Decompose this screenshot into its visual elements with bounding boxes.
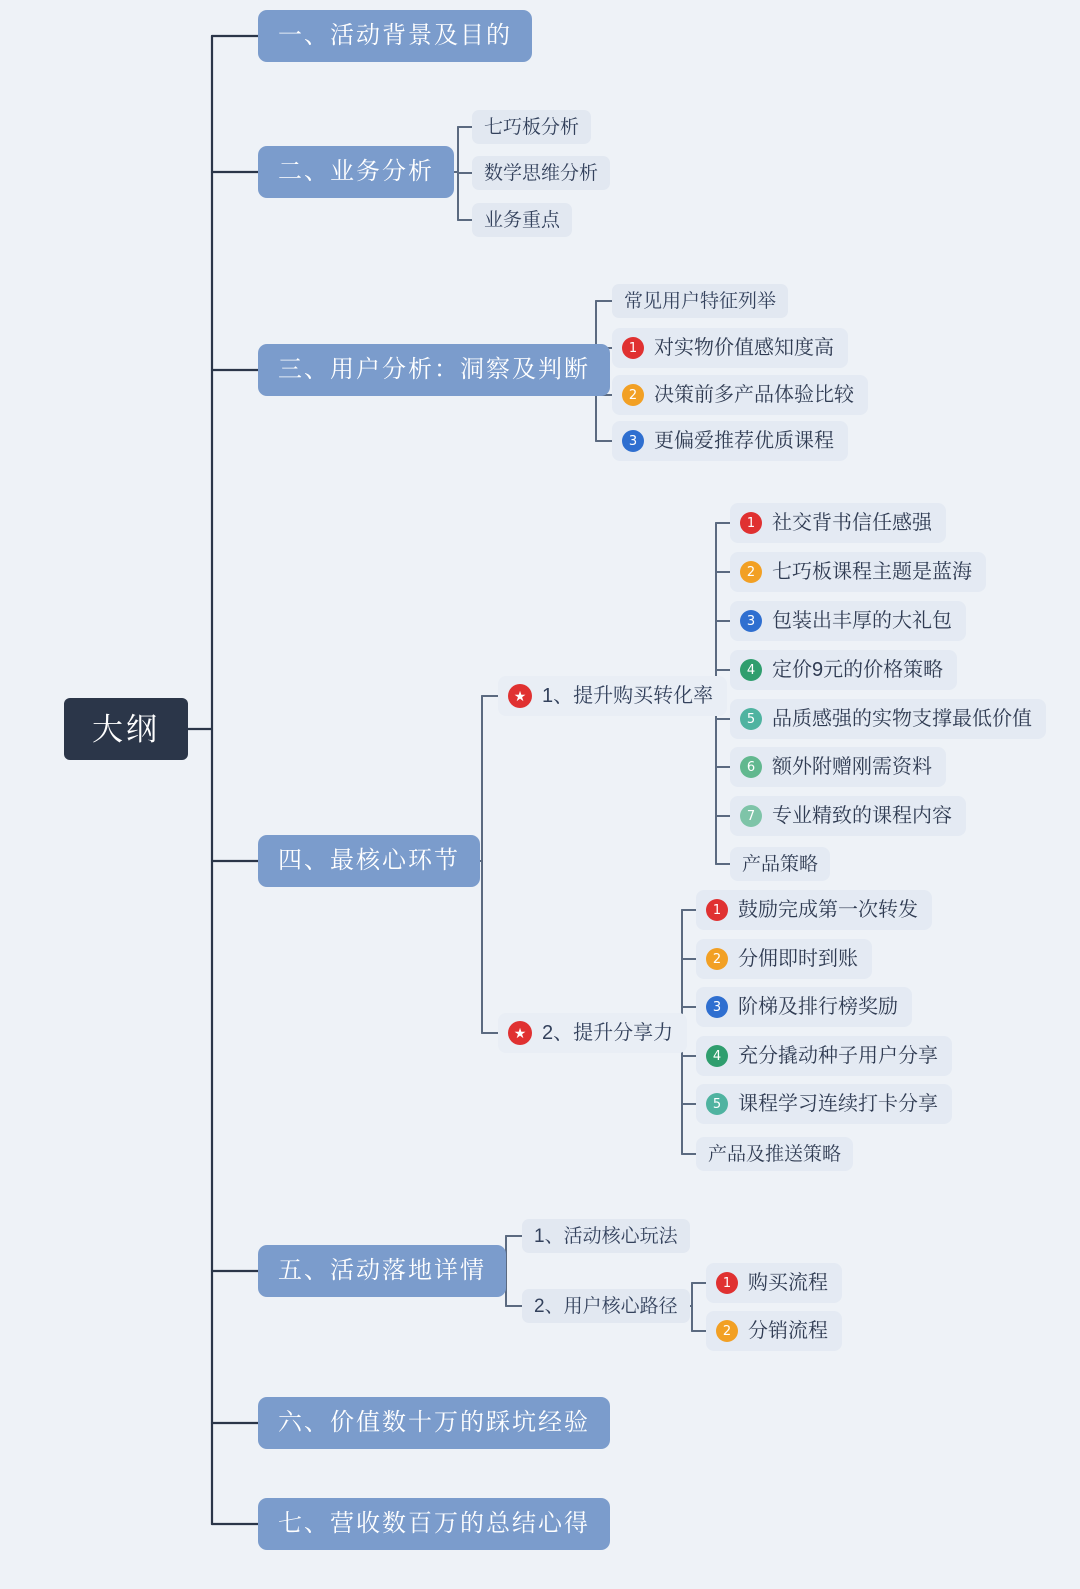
number-badge: 2: [706, 948, 728, 970]
number-badge: 7: [740, 805, 762, 827]
branch-node-3[interactable]: [258, 344, 610, 396]
item-label: 品质感强的实物支撑最低价值: [772, 708, 1032, 730]
number-badge: 5: [740, 708, 762, 730]
group-node-sharing-power[interactable]: [498, 1013, 687, 1053]
list-item[interactable]: [696, 987, 912, 1027]
item-label: 产品策略: [742, 853, 819, 875]
number-badge: 4: [706, 1045, 728, 1067]
list-item[interactable]: [730, 503, 946, 543]
number-badge: 3: [622, 430, 644, 452]
item-label: 2、用户核心路径: [534, 1295, 678, 1317]
item-label: 包装出丰厚的大礼包: [772, 610, 952, 632]
root-label: 大纲: [92, 711, 160, 747]
branch-label: 六、价值数十万的踩坑经验: [278, 1409, 590, 1436]
branch-label: 一、活动背景及目的: [278, 22, 512, 49]
branch-node-4[interactable]: [258, 835, 480, 887]
list-item[interactable]: [612, 284, 788, 318]
group-node-purchase-conversion[interactable]: [498, 676, 727, 716]
branch-node-5[interactable]: [258, 1245, 506, 1297]
item-label: 鼓励完成第一次转发: [738, 899, 918, 921]
list-item[interactable]: [522, 1289, 690, 1323]
list-item[interactable]: [706, 1263, 842, 1303]
group-label: 1、提升购买转化率: [542, 685, 714, 707]
item-label: 课程学习连续打卡分享: [738, 1093, 938, 1115]
list-item[interactable]: [472, 156, 610, 190]
branch-label: 五、活动落地详情: [278, 1257, 486, 1284]
branch-label: 二、业务分析: [278, 158, 434, 185]
list-item[interactable]: [706, 1311, 842, 1351]
item-label: 购买流程: [748, 1272, 828, 1294]
list-item[interactable]: [472, 203, 572, 237]
branch-node-1[interactable]: [258, 10, 532, 62]
star-icon: ★: [508, 1021, 532, 1045]
number-badge: 4: [740, 659, 762, 681]
branch-label: 四、最核心环节: [278, 847, 460, 874]
item-label: 对实物价值感知度高: [654, 337, 834, 359]
list-item[interactable]: [730, 747, 946, 787]
number-badge: 3: [706, 996, 728, 1018]
list-item[interactable]: [472, 110, 591, 144]
list-item[interactable]: [730, 847, 830, 881]
item-label: 决策前多产品体验比较: [654, 384, 854, 406]
branch-node-6[interactable]: [258, 1397, 610, 1449]
branch-node-2[interactable]: [258, 146, 454, 198]
item-label: 更偏爱推荐优质课程: [654, 430, 834, 452]
list-item[interactable]: [696, 1036, 952, 1076]
item-label: 业务重点: [484, 209, 561, 231]
list-item[interactable]: [730, 601, 966, 641]
number-badge: 6: [740, 756, 762, 778]
item-label: 阶梯及排行榜奖励: [738, 996, 898, 1018]
list-item[interactable]: [612, 375, 868, 415]
number-badge: 5: [706, 1093, 728, 1115]
number-badge: 2: [716, 1320, 738, 1342]
star-icon: ★: [508, 684, 532, 708]
item-label: 1、活动核心玩法: [534, 1225, 678, 1247]
number-badge: 2: [740, 561, 762, 583]
item-label: 分销流程: [748, 1320, 828, 1342]
list-item[interactable]: [612, 421, 848, 461]
list-item[interactable]: [730, 796, 966, 836]
number-badge: 1: [740, 512, 762, 534]
root-node[interactable]: [64, 698, 188, 760]
list-item[interactable]: [612, 328, 848, 368]
branch-node-7[interactable]: [258, 1498, 610, 1550]
group-label: 2、提升分享力: [542, 1022, 674, 1044]
number-badge: 3: [740, 610, 762, 632]
branch-label: 三、用户分析：洞察及判断: [278, 356, 590, 383]
number-badge: 1: [706, 899, 728, 921]
item-label: 七巧板分析: [484, 116, 580, 138]
list-item[interactable]: [730, 699, 1046, 739]
item-label: 额外附赠刚需资料: [772, 756, 932, 778]
item-label: 常见用户特征列举: [624, 290, 777, 312]
item-label: 分佣即时到账: [738, 948, 858, 970]
list-item[interactable]: [522, 1219, 690, 1253]
item-label: 七巧板课程主题是蓝海: [772, 561, 972, 583]
list-item[interactable]: [730, 552, 986, 592]
list-item[interactable]: [696, 890, 932, 930]
list-item[interactable]: [696, 1084, 952, 1124]
list-item[interactable]: [730, 650, 957, 690]
item-label: 专业精致的课程内容: [772, 805, 952, 827]
list-item[interactable]: [696, 1137, 853, 1171]
item-label: 社交背书信任感强: [772, 512, 932, 534]
number-badge: 2: [622, 384, 644, 406]
number-badge: 1: [716, 1272, 738, 1294]
item-label: 定价9元的价格策略: [772, 659, 944, 681]
list-item[interactable]: [696, 939, 872, 979]
item-label: 数学思维分析: [484, 162, 599, 184]
number-badge: 1: [622, 337, 644, 359]
item-label: 充分撬动种子用户分享: [738, 1045, 938, 1067]
item-label: 产品及推送策略: [708, 1143, 842, 1165]
branch-label: 七、营收数百万的总结心得: [278, 1510, 590, 1537]
